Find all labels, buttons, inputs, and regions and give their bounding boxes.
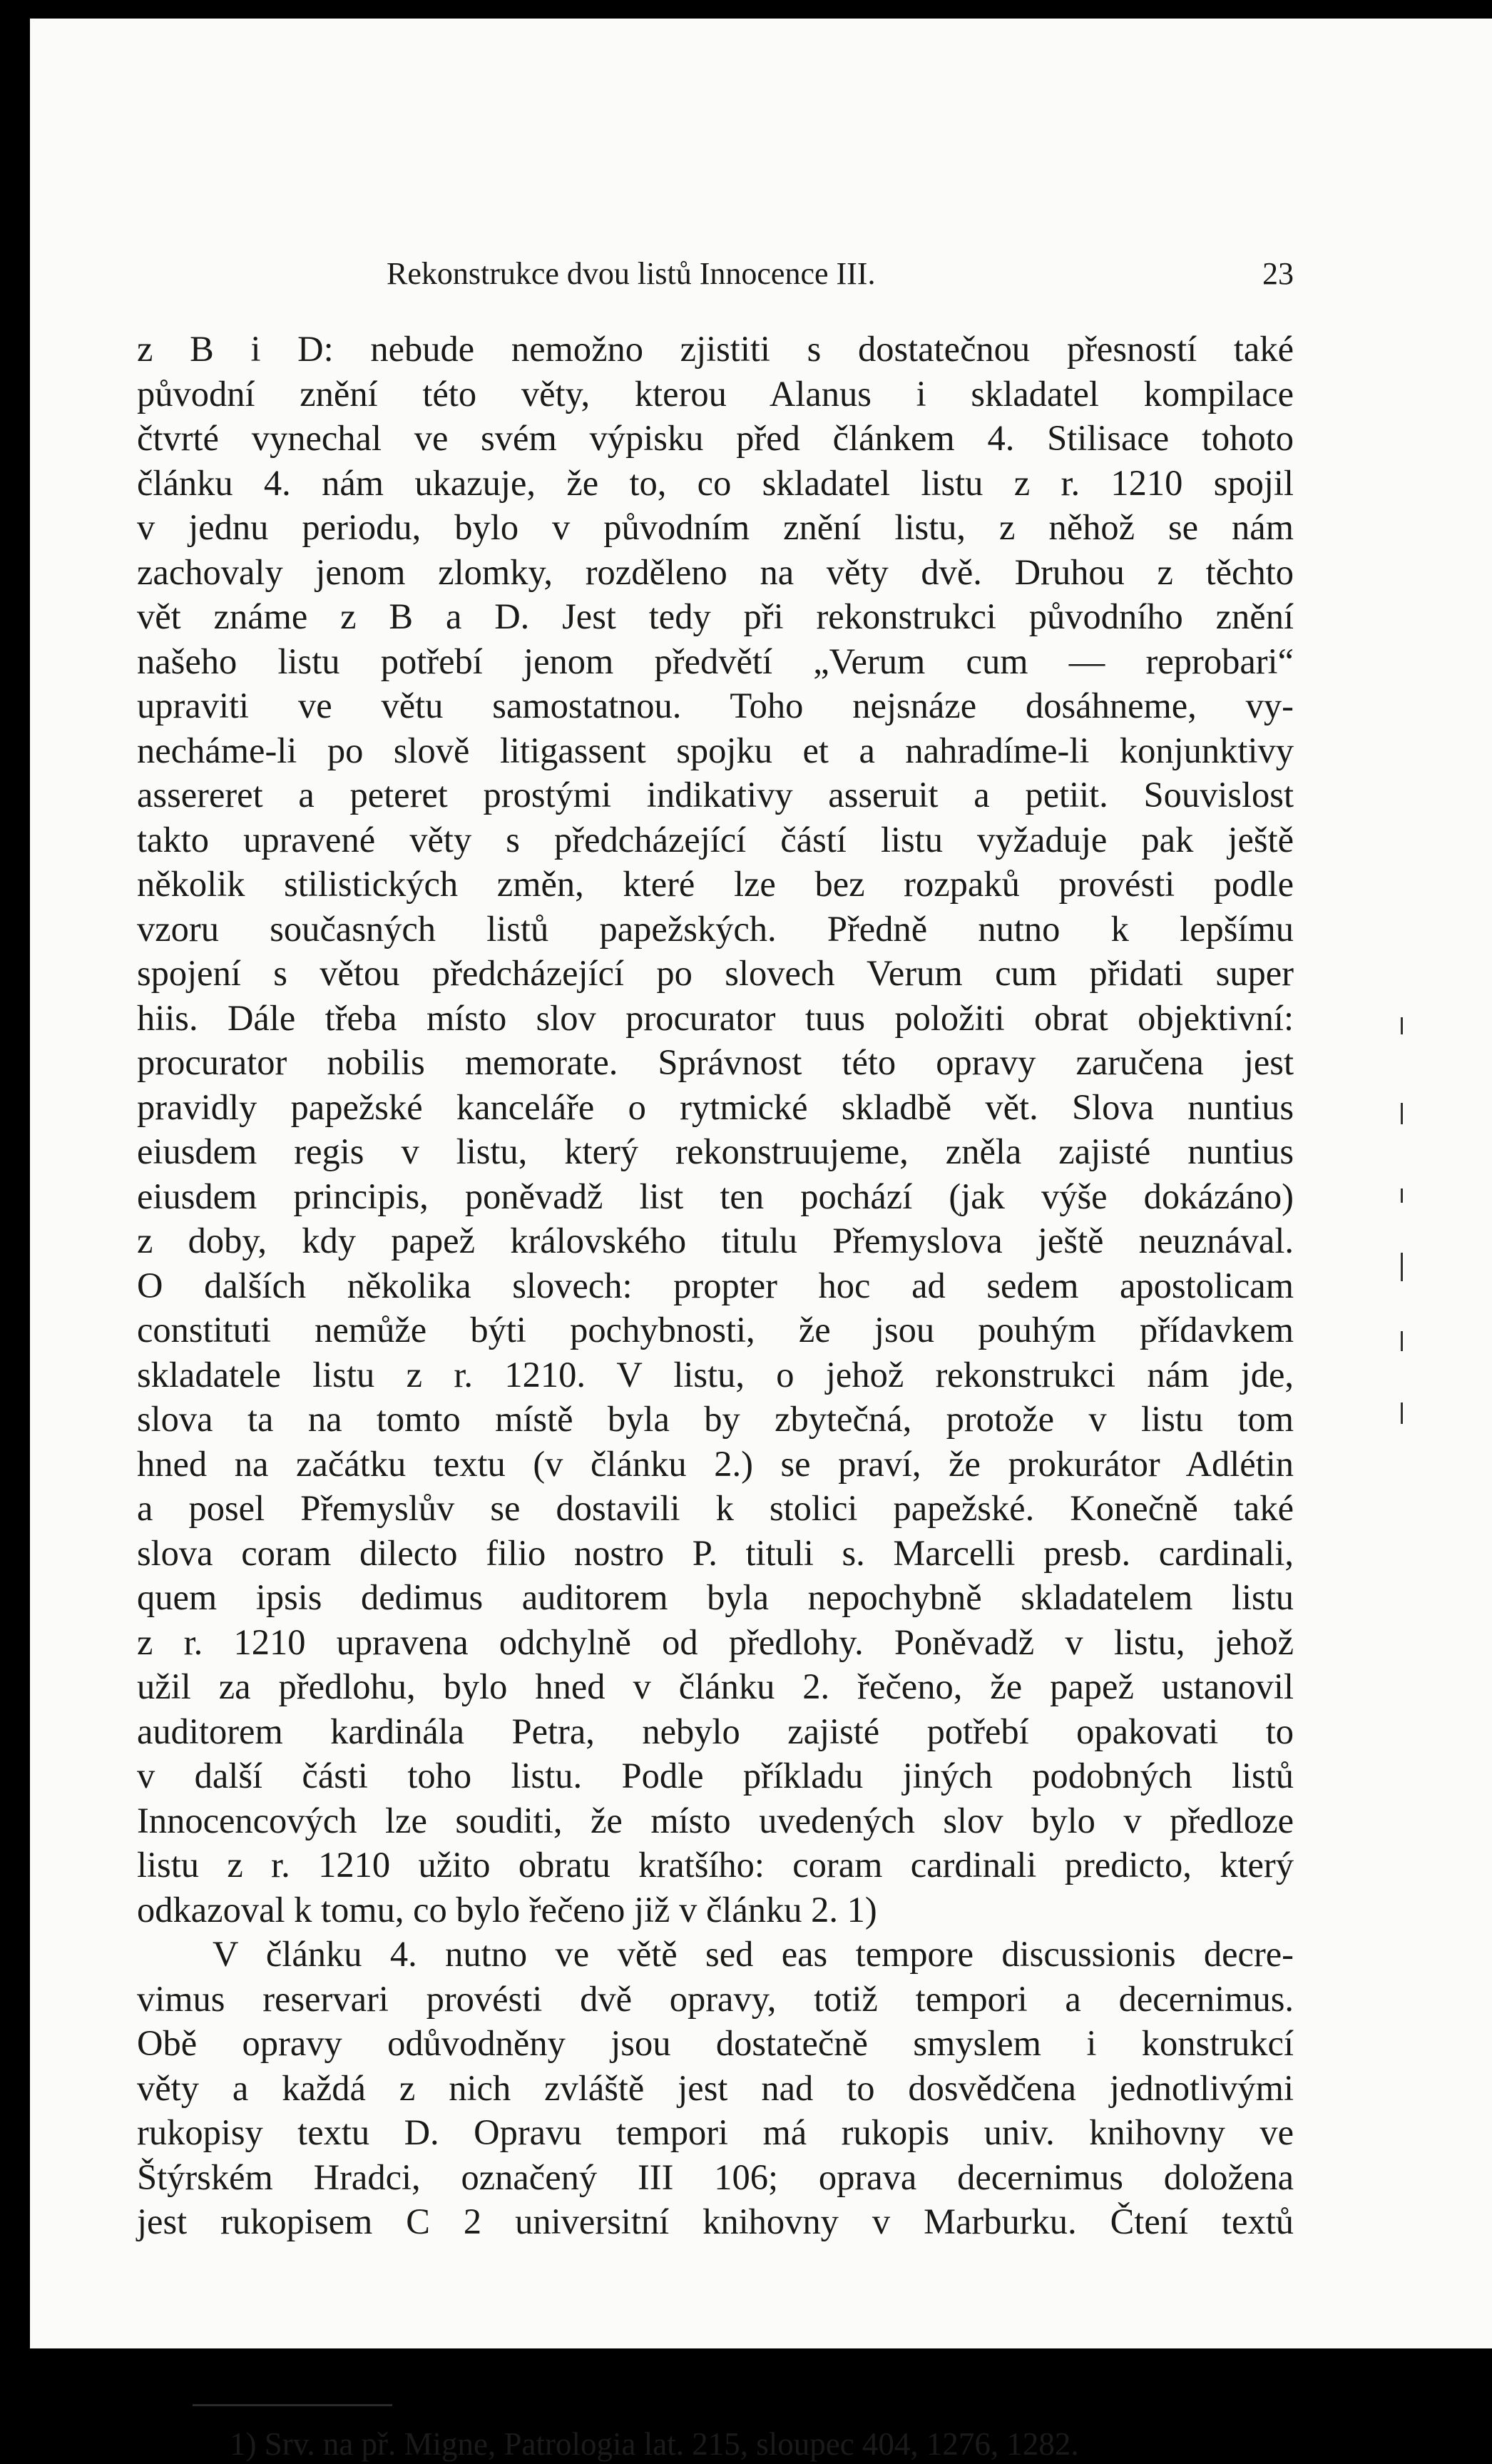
text-line: auditorem kardinála Petra, nebylo zajisté potřebí opakovati to xyxy=(137,1711,1294,1751)
text-line: upraviti ve větu samostatnou. Toho nejsnáze dosáhneme, vy- xyxy=(137,686,1294,726)
text-line: skladatele listu z r. 1210. V listu, o jehož rekonstrukci nám jde, xyxy=(137,1354,1294,1395)
text-line: čtvrté vynechal ve svém výpisku před článkem 4. Stilisace tohoto xyxy=(137,418,1294,458)
text-line: užil za předlohu, bylo hned v článku 2. řečeno, že papež ustanovil xyxy=(137,1666,1294,1706)
text-line: listu z r. 1210 užito obratu kratšího: coram cardinali predicto, který xyxy=(137,1845,1294,1885)
text-line: constituti nemůže býti pochybnosti, že jsou pouhým přídavkem xyxy=(137,1310,1294,1350)
text-line: assereret a peteret prostými indikativy asseruit a petiit. Souvislost xyxy=(137,775,1294,815)
running-title: Rekonstrukce dvou listů Innocence III. xyxy=(387,256,876,291)
footnote-rule xyxy=(193,2404,392,2406)
text-line: z r. 1210 upravena odchylně od předlohy. Poněvadž v listu, jehož xyxy=(137,1622,1294,1662)
text-line: původní znění této věty, kterou Alanus i skladatel kompilace xyxy=(137,373,1294,414)
text-line: Štýrském Hradci, označený III 106; oprava decernimus doložena xyxy=(137,2157,1294,2197)
text-line: našeho listu potřebí jenom předvětí „Verum cum — reprobari“ xyxy=(137,641,1294,681)
text-line: quem ipsis dedimus auditorem byla nepochybně skladatelem listu xyxy=(137,1577,1294,1617)
text-line: Innocencových lze souditi, že místo uvedených slov bylo v předloze xyxy=(137,1800,1294,1841)
text-line: pravidly papežské kanceláře o rytmické skladbě vět. Slova nuntius xyxy=(137,1086,1294,1127)
text-line: hned na začátku textu (v článku 2.) se praví, že prokurátor Adlétin xyxy=(137,1443,1294,1484)
text-line: věty a každá z nich zvláště jest nad to dosvědčena jednotlivými xyxy=(137,2067,1294,2108)
text-line: několik stilistických změn, které lze bez rozpaků provésti podle xyxy=(137,864,1294,904)
text-line: článku 4. nám ukazuje, že to, co skladatel listu z r. 1210 spojil xyxy=(137,462,1294,503)
text-line: vět známe z B a D. Jest tedy při rekonstrukci původního znění xyxy=(137,596,1294,636)
text-line: vimus reservari provésti dvě opravy, totiž tempori a decernimus. xyxy=(137,1978,1294,2019)
margin-marks xyxy=(1401,1017,1408,1431)
margin-mark xyxy=(1401,1188,1403,1203)
text-line: eiusdem regis v listu, který rekonstruujeme, zněla zajisté nuntius xyxy=(137,1131,1294,1171)
text-line: slova ta na tomto místě byla by zbytečná, protože v listu tom xyxy=(137,1399,1294,1439)
text-line: V článku 4. nutno ve větě sed eas tempore discussionis decre- xyxy=(213,1934,1294,1974)
text-line: v jednu periodu, bylo v původním znění listu, z něhož se nám xyxy=(137,507,1294,547)
margin-mark xyxy=(1401,1253,1403,1281)
text-line: takto upravené věty s předcházející částí listu vyžaduje pak ještě xyxy=(137,819,1294,860)
margin-mark xyxy=(1401,1331,1403,1351)
text-line: rukopisy textu D. Opravu tempori má rukopis univ. knihovny ve xyxy=(137,2112,1294,2152)
text-line: hiis. Dále třeba místo slov procurator tuus položiti obrat objektivní: xyxy=(137,997,1294,1038)
text-line: z doby, kdy papež královského titulu Přemyslova ještě neuznával. xyxy=(137,1221,1294,1261)
text-line: vzoru současných listů papežských. Předně nutno k lepšímu xyxy=(137,908,1294,949)
footnote: 1) Srv. na př. Migne, Patrologia lat. 215, sloupec 404, 1276, 1282. xyxy=(230,2426,1079,2462)
text-line: z B i D: nebude nemožno zjistiti s dostatečnou přesností také xyxy=(137,329,1294,369)
text-line: v další části toho listu. Podle příkladu jiných podobných listů xyxy=(137,1756,1294,1796)
text-line: a posel Přemyslův se dostavili k stolici papežské. Konečně také xyxy=(137,1488,1294,1528)
book-page xyxy=(30,19,1492,2462)
text-line: eiusdem principis, poněvadž list ten pochází (jak výše dokázáno) xyxy=(137,1176,1294,1216)
text-line: odkazoval k tomu, co bylo řečeno již v článku 2. 1) xyxy=(137,1889,877,1930)
margin-mark xyxy=(1401,1103,1403,1124)
text-line: Obě opravy odůvodněny jsou dostatečně smyslem i konstrukcí xyxy=(137,2023,1294,2063)
text-line: O dalších několika slovech: propter hoc ad sedem apostolicam xyxy=(137,1265,1294,1305)
page-number: 23 xyxy=(1262,256,1294,291)
text-line: spojení s větou předcházející po slovech Verum cum přidati super xyxy=(137,953,1294,993)
text-line: slova coram dilecto filio nostro P. tituli s. Marcelli presb. cardinali, xyxy=(137,1532,1294,1573)
text-line: necháme-li po slově litigassent spojku et a nahradíme-li konjunktivy xyxy=(137,730,1294,770)
text-line: jest rukopisem C 2 universitní knihovny v Marburku. Čtení textů xyxy=(137,2201,1294,2241)
margin-mark xyxy=(1401,1017,1403,1034)
margin-mark xyxy=(1401,1402,1403,1424)
text-line: procurator nobilis memorate. Správnost této opravy zaručena jest xyxy=(137,1042,1294,1082)
body-text xyxy=(137,327,1294,2244)
text-line: zachovaly jenom zlomky, rozděleno na věty dvě. Druhou z těchto xyxy=(137,551,1294,592)
